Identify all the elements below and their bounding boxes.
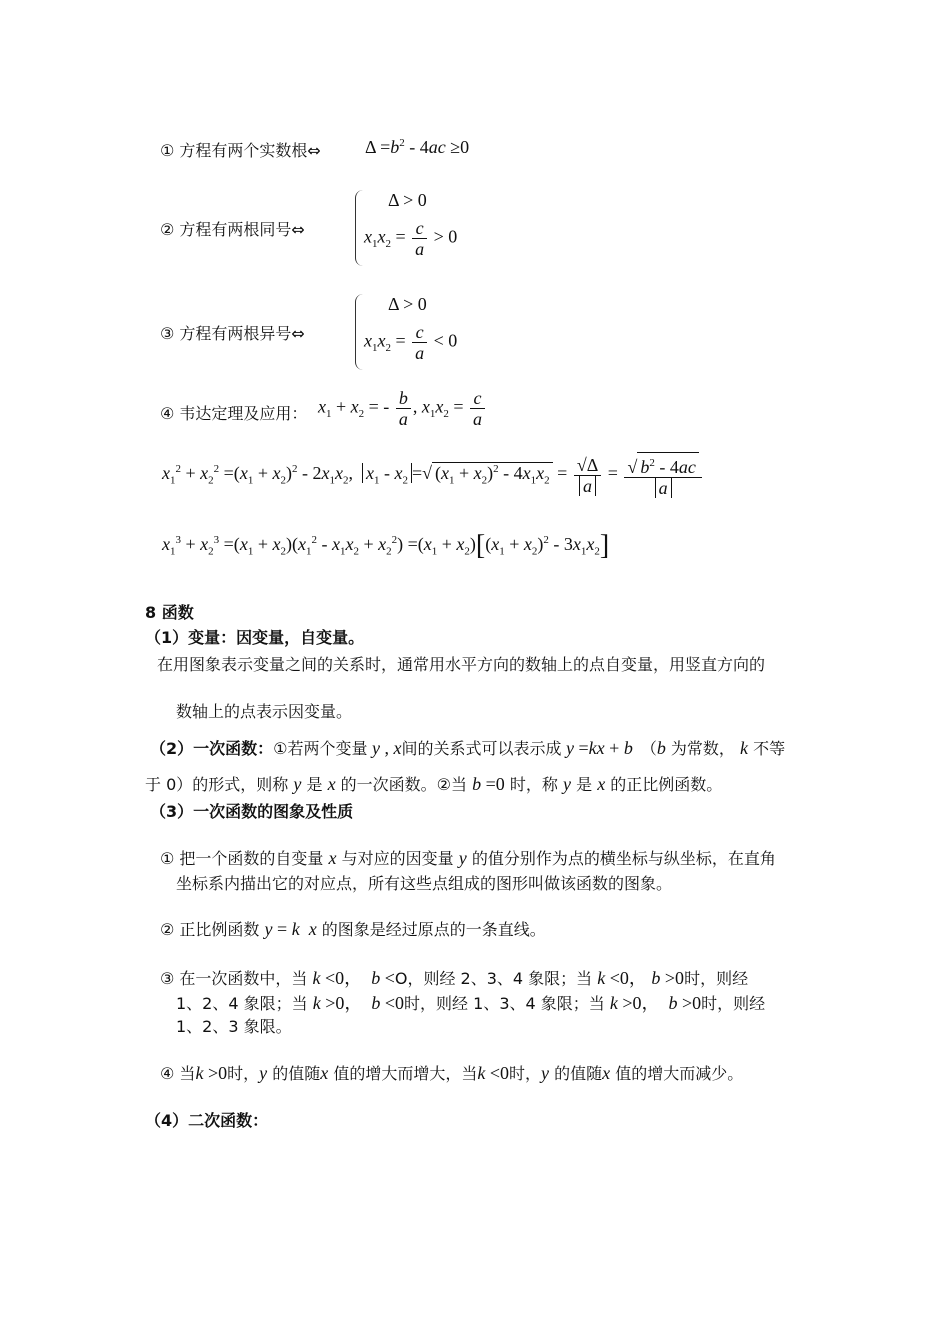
- property-1-line-1: ① 把一个函数的自变量 x 与对应的因变量 y 的值分别作为点的横坐标与纵坐标，在直角: [160, 848, 776, 868]
- text: 间的关系式可以表示成: [401, 739, 562, 758]
- text: 的值随: [554, 1064, 603, 1083]
- var-x: x: [393, 738, 402, 758]
- linear-formula: y =kx + b: [566, 738, 633, 758]
- property-1-line-2: 坐标系内描出它的对应点，所有这些点组成的图形叫做该函数的图象。: [176, 874, 673, 893]
- text: 时，: [227, 1064, 260, 1083]
- text: ① 把一个函数的自变量: [160, 849, 324, 868]
- text: 于 0）的形式，则称: [145, 775, 289, 794]
- text: 值的增大而增大，当: [333, 1064, 478, 1083]
- text: 1、2、4 象限；当: [176, 994, 308, 1013]
- item-3-label: ③ 方程有两根异号⇔: [160, 324, 305, 343]
- sum-of-squares-identity: $x_1^2 + x_2^2 =(x_1 + x_2)^2 - 2x_1x_2$, $x_1 - x_2$ =√ $(x_1 + x_2)^2 - 4x_1x_2$ = $\frac{√\Delta}{a}$ = $\frac{√ b^2 - 4ac}{a}$: [162, 452, 704, 498]
- text: ①若两个变量: [273, 739, 368, 758]
- property-3-line-1: ③ 在一次函数中，当 k <0， b <O，则经 2、3、4 象限；当 k <0， b >0时，则经: [160, 968, 749, 988]
- text: 的图象是经过原点的一条直线。: [321, 920, 546, 939]
- item-2-label: ② 方程有两根同号⇔: [160, 220, 305, 239]
- para-1-line-2: 数轴上的点表示因变量。: [176, 702, 353, 721]
- item-4-label: ④ 韦达定理及应用：: [160, 404, 308, 423]
- text: 的一次函数。②当: [340, 775, 468, 794]
- text: 不等: [753, 739, 786, 758]
- same-sign-cond-2: $x_1x_2$ = $\frac{c}{a}$ > 0: [364, 218, 458, 259]
- item-1-label: ① 方程有两个实数根⇔: [160, 141, 321, 160]
- subsection-4: （4）二次函数：: [145, 1111, 269, 1130]
- para-1-line-1: 在用图象表示变量之间的关系时，通常用水平方向的数轴上的点自变量，用竖直方向的: [157, 655, 766, 674]
- opposite-sign-cond-1: Δ > 0: [388, 294, 427, 314]
- opposite-sign-cond-2: $x_1x_2$ = $\frac{c}{a}$ < 0: [364, 322, 458, 363]
- subsection-1: （1）变量：因变量，自变量。: [145, 628, 365, 647]
- text: 是: [306, 775, 323, 794]
- var-y: y: [367, 738, 380, 758]
- discriminant-formula: $\Delta =b^2 - 4ac \ge 0$: [365, 137, 470, 157]
- subsection-3: （3）一次函数的图象及性质: [150, 802, 354, 821]
- text: 的值分别作为点的横坐标与纵坐标，在直角: [471, 849, 776, 868]
- text: 为常数，: [670, 739, 735, 758]
- text: 时，则经: [684, 969, 749, 988]
- text: 是: [576, 775, 593, 794]
- brace: [355, 294, 364, 370]
- property-3-line-3: 1、2、3 象限。: [176, 1017, 292, 1036]
- same-sign-cond-1: Δ > 0: [388, 190, 427, 210]
- text: O，则经 2、3、4 象限；当: [394, 969, 593, 988]
- property-3-line-2: 1、2、4 象限；当 k >0， b <0时，则经 1、3、4 象限；当 k >0， b >0时，则经: [176, 993, 766, 1013]
- text: 值的增大而减少。: [615, 1064, 744, 1083]
- subsection-2-line-2: 于 0）的形式，则称 y 是 x 的一次函数。②当 b =0 时，称 y 是 x 的正比例函数。: [145, 774, 723, 794]
- sum-of-cubes-identity: $x_1^3 + x_2^3 =(x_1 + x_2)(x_1^2 - x_1x_2 + x_2^2) =(x_1 + x_2)[(x_1 + x_2)^2 - 3x_1x_2]$: [162, 530, 610, 561]
- text: 与对应的因变量: [341, 849, 454, 868]
- property-4: ④ 当k >0时，y 的值随x 值的增大而增大，当k <0时，y 的值随x 值的增大而减少。: [160, 1063, 744, 1083]
- section-title: 8 函数: [145, 603, 194, 622]
- text: 时，称: [509, 775, 558, 794]
- property-2: ② 正比例函数 y = k x 的图象是经过原点的一条直线。: [160, 919, 546, 939]
- text: ③ 在一次函数中，当: [160, 969, 308, 988]
- text: 时，则经 1、3、4 象限；当: [404, 994, 605, 1013]
- text: 的正比例函数。: [610, 775, 723, 794]
- text: 时，则经: [701, 994, 766, 1013]
- subsection-2-line-1: （2）一次函数：①若两个变量 y , x间的关系式可以表示成 y =kx + b （b 为常数， k 不等: [150, 738, 786, 758]
- text: ④ 当: [160, 1064, 196, 1083]
- text: 时，: [508, 1064, 541, 1083]
- vieta-formula: $x_1 + x_2$ = - $\frac{b}{a}$ , $x_1x_2$ = $\frac{c}{a}$: [318, 388, 487, 429]
- brace: [355, 190, 364, 266]
- text: ② 正比例函数: [160, 920, 260, 939]
- subsection-2-head: （2）一次函数：: [150, 739, 274, 758]
- text: 的值随: [272, 1064, 321, 1083]
